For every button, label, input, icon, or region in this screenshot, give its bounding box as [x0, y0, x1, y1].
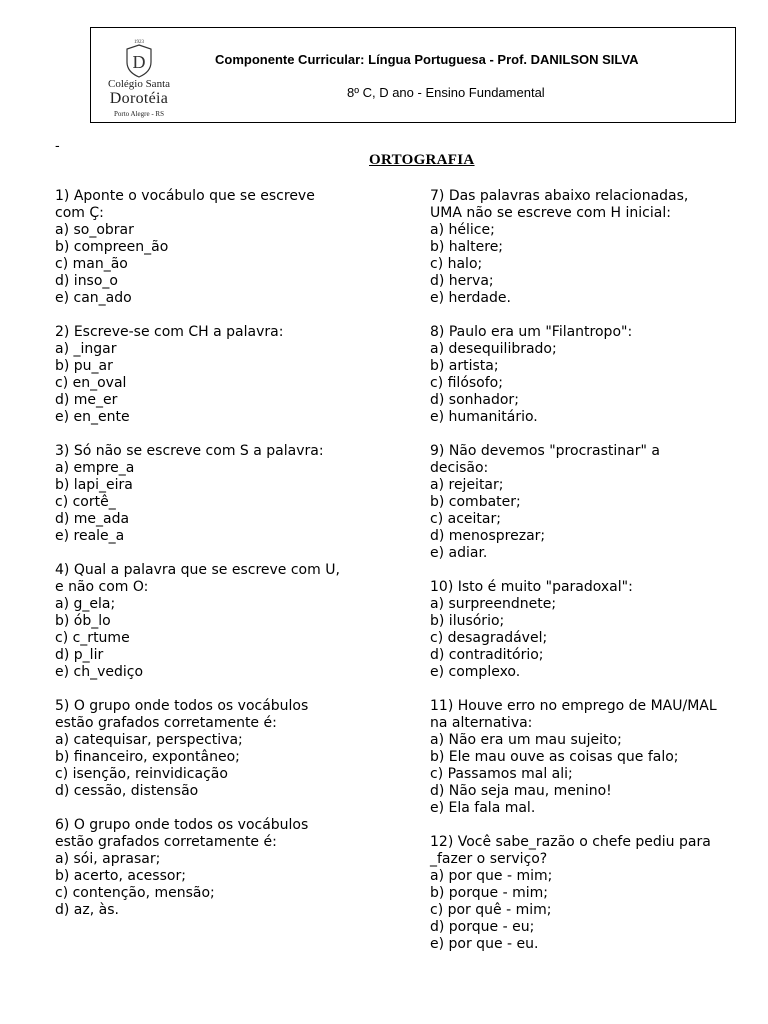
question-block	[55, 562, 385, 681]
answer-option: c) Passamos mal ali;	[430, 766, 573, 782]
answer-option: d) porque - eu;	[430, 919, 535, 935]
answer-option: d) menosprezar;	[430, 528, 546, 544]
question-text: 10) Isto é muito "paradoxal":	[430, 579, 633, 595]
answer-option: a) rejeitar;	[430, 477, 504, 493]
question-text: 5) O grupo onde todos os vocábulos	[55, 698, 309, 714]
answer-option: c) isenção, reinvidicação	[55, 766, 228, 782]
answer-option: c) en_oval	[55, 375, 127, 391]
answer-option: b) porque - mim;	[430, 885, 548, 901]
question-text: na alternativa:	[430, 715, 533, 731]
answer-option: c) c_rtume	[55, 630, 130, 646]
answer-option: d) p_lir	[55, 647, 104, 663]
question-block	[430, 698, 750, 817]
answer-option: b) haltere;	[430, 239, 504, 255]
crest-year: 1923	[134, 40, 144, 45]
answer-option: d) me_er	[55, 392, 118, 408]
question-text: 2) Escreve-se com CH a palavra:	[55, 324, 284, 340]
answer-option: c) man_ão	[55, 256, 128, 272]
school-name-line1: Colégio Santa	[107, 78, 171, 90]
question-block	[55, 817, 385, 919]
answer-option: d) inso_o	[55, 273, 118, 289]
answer-option: a) sói, aprasar;	[55, 851, 161, 867]
answer-option: c) cortê_	[55, 494, 116, 510]
answer-option: d) az, às.	[55, 902, 119, 918]
answer-option: b) acerto, acessor;	[55, 868, 186, 884]
answer-option: e) por que - eu.	[430, 936, 539, 952]
answer-option: a) empre_a	[55, 460, 135, 476]
question-block	[430, 188, 750, 307]
answer-option: b) pu_ar	[55, 358, 113, 374]
questions-left-column	[55, 188, 385, 936]
answer-option: d) Não seja mau, menino!	[430, 783, 612, 799]
answer-option: c) filósofo;	[430, 375, 503, 391]
question-text: 3) Só não se escreve com S a palavra:	[55, 443, 324, 459]
answer-option: a) _ingar	[55, 341, 117, 357]
question-text: estão grafados corretamente é:	[55, 834, 277, 850]
question-block	[430, 579, 750, 681]
answer-option: d) cessão, distensão	[55, 783, 199, 799]
answer-option: c) aceitar;	[430, 511, 501, 527]
question-block	[55, 188, 385, 307]
answer-option: e) can_ado	[55, 290, 132, 306]
question-text: 12) Você sabe_razão o chefe pediu para	[430, 834, 711, 850]
school-crest-icon	[124, 38, 154, 78]
answer-option: a) desequilibrado;	[430, 341, 557, 357]
question-block	[55, 698, 385, 800]
question-block	[430, 443, 750, 562]
answer-option: e) humanitário.	[430, 409, 538, 425]
question-block	[430, 324, 750, 426]
answer-option: a) surpreendnete;	[430, 596, 557, 612]
answer-option: a) g_ela;	[55, 596, 116, 612]
answer-option: a) so_obrar	[55, 222, 134, 238]
school-logo	[97, 36, 181, 118]
answer-option: a) Não era um mau sujeito;	[430, 732, 622, 748]
stray-dash: -	[55, 139, 60, 154]
answer-option: e) reale_a	[55, 528, 125, 544]
class-info: 8º C, D ano - Ensino Fundamental	[347, 85, 545, 100]
answer-option: c) desagradável;	[430, 630, 548, 646]
question-text: com Ç:	[55, 205, 104, 221]
answer-option: c) por quê - mim;	[430, 902, 552, 918]
answer-option: a) catequisar, perspectiva;	[55, 732, 243, 748]
course-title: Componente Curricular: Língua Portuguesa - Prof. DANILSON SILVA	[215, 52, 639, 67]
answer-option: c) halo;	[430, 256, 483, 272]
answer-option: b) ilusório;	[430, 613, 505, 629]
question-text: 4) Qual a palavra que se escreve com U,	[55, 562, 340, 578]
answer-option: b) artista;	[430, 358, 499, 374]
header-box	[90, 27, 736, 123]
answer-option: b) financeiro, expontâneo;	[55, 749, 240, 765]
question-text: 7) Das palavras abaixo relacionadas,	[430, 188, 689, 204]
answer-option: b) compreen_ão	[55, 239, 169, 255]
school-name-line2: Dorotéia	[109, 90, 169, 107]
question-text: estão grafados corretamente é:	[55, 715, 277, 731]
answer-option: e) adiar.	[430, 545, 488, 561]
question-text: 9) Não devemos "procrastinar" a	[430, 443, 660, 459]
answer-option: e) en_ente	[55, 409, 130, 425]
answer-option: a) por que - mim;	[430, 868, 553, 884]
crest-letter: D	[132, 52, 146, 72]
question-block	[55, 443, 385, 545]
question-text: 6) O grupo onde todos os vocábulos	[55, 817, 309, 833]
answer-option: e) complexo.	[430, 664, 521, 680]
question-block	[430, 834, 750, 953]
question-text: 8) Paulo era um "Filantropo":	[430, 324, 633, 340]
answer-option: c) contenção, mensão;	[55, 885, 215, 901]
answer-option: e) ch_vediço	[55, 664, 144, 680]
answer-option: e) Ela fala mal.	[430, 800, 536, 816]
answer-option: b) ób_lo	[55, 613, 111, 629]
answer-option: b) Ele mau ouve as coisas que falo;	[430, 749, 679, 765]
question-text: 1) Aponte o vocábulo que se escreve	[55, 188, 315, 204]
question-text: UMA não se escreve com H inicial:	[430, 205, 671, 221]
questions-right-column	[430, 188, 750, 970]
page-title: ORTOGRAFIA	[369, 152, 475, 168]
answer-option: e) herdade.	[430, 290, 511, 306]
answer-option: d) contraditório;	[430, 647, 544, 663]
answer-option: d) me_ada	[55, 511, 130, 527]
question-text: e não com O:	[55, 579, 149, 595]
question-text: _fazer o serviço?	[430, 851, 548, 867]
answer-option: b) lapi_eira	[55, 477, 133, 493]
answer-option: b) combater;	[430, 494, 521, 510]
answer-option: a) hélice;	[430, 222, 495, 238]
question-text: 11) Houve erro no emprego de MAU/MAL	[430, 698, 717, 714]
answer-option: d) herva;	[430, 273, 494, 289]
answer-option: d) sonhador;	[430, 392, 519, 408]
question-block	[55, 324, 385, 426]
school-location: Porto Alegre - RS	[114, 110, 164, 118]
question-text: decisão:	[430, 460, 489, 476]
